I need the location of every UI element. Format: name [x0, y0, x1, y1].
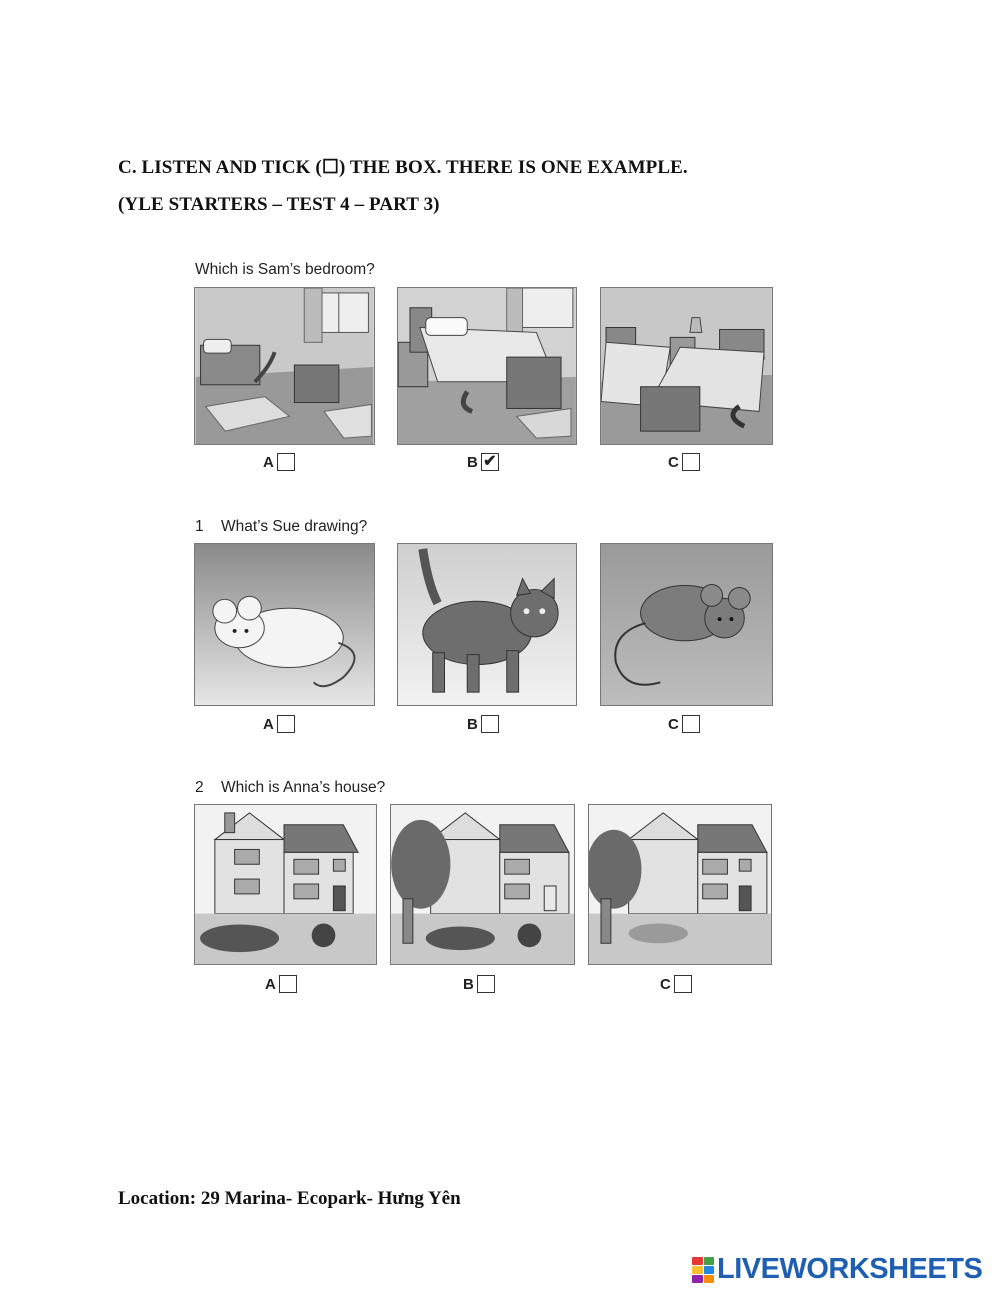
house-picture-b — [390, 804, 575, 965]
option-letter: C — [660, 975, 671, 993]
bedroom-picture-b — [397, 287, 577, 445]
option-letter: A — [263, 715, 274, 733]
option-letter: B — [467, 715, 478, 733]
house-picture-c — [588, 804, 772, 965]
question-number: 1 — [195, 518, 204, 535]
tick-box[interactable] — [682, 453, 700, 471]
exercise-source: (YLE STARTERS – TEST 4 – PART 3) — [118, 194, 440, 215]
option-2-a — [265, 975, 297, 993]
question-example-title — [195, 261, 375, 279]
mouse-picture-a — [194, 543, 375, 706]
tick-box[interactable] — [277, 453, 295, 471]
option-1-b — [467, 715, 499, 733]
option-example-b — [467, 453, 499, 471]
question-text: Which is Anna’s house? — [221, 779, 386, 796]
option-letter: C — [668, 453, 679, 471]
option-1-c — [668, 715, 700, 733]
tick-box-checked[interactable]: ✔ — [481, 453, 499, 471]
question-text: What’s Sue drawing? — [221, 518, 368, 535]
tick-box[interactable] — [477, 975, 495, 993]
option-2-c — [660, 975, 692, 993]
tick-box[interactable] — [279, 975, 297, 993]
house-picture-a — [194, 804, 377, 965]
mouse-picture-c — [600, 543, 773, 706]
question-2-title — [195, 779, 385, 797]
option-letter: B — [467, 453, 478, 471]
option-letter: A — [263, 453, 274, 471]
option-letter: C — [668, 715, 679, 733]
tick-box[interactable] — [481, 715, 499, 733]
tick-box[interactable] — [674, 975, 692, 993]
exercise-instruction: C. LISTEN AND TICK (☐) THE BOX. THERE IS ONE EXAMPLE. — [118, 157, 688, 178]
question-1-title — [195, 518, 367, 536]
option-example-c — [668, 453, 700, 471]
question-text: Which is Sam’s bedroom? — [195, 261, 375, 278]
bedroom-picture-a — [194, 287, 375, 445]
tick-box[interactable] — [682, 715, 700, 733]
liveworksheets-icon — [692, 1257, 714, 1283]
option-2-b — [463, 975, 495, 993]
tick-box[interactable] — [277, 715, 295, 733]
option-letter: B — [463, 975, 474, 993]
liveworksheets-wordmark: LIVEWORKSHEETS — [717, 1253, 983, 1285]
option-letter: A — [265, 975, 276, 993]
bedroom-picture-c — [600, 287, 773, 445]
location-text: Location: 29 Marina- Ecopark- Hưng Yên — [118, 1188, 461, 1209]
option-example-a — [263, 453, 295, 471]
liveworksheets-logo[interactable] — [692, 1253, 982, 1286]
question-number: 2 — [195, 779, 204, 796]
cat-picture-b — [397, 543, 577, 706]
option-1-a — [263, 715, 295, 733]
